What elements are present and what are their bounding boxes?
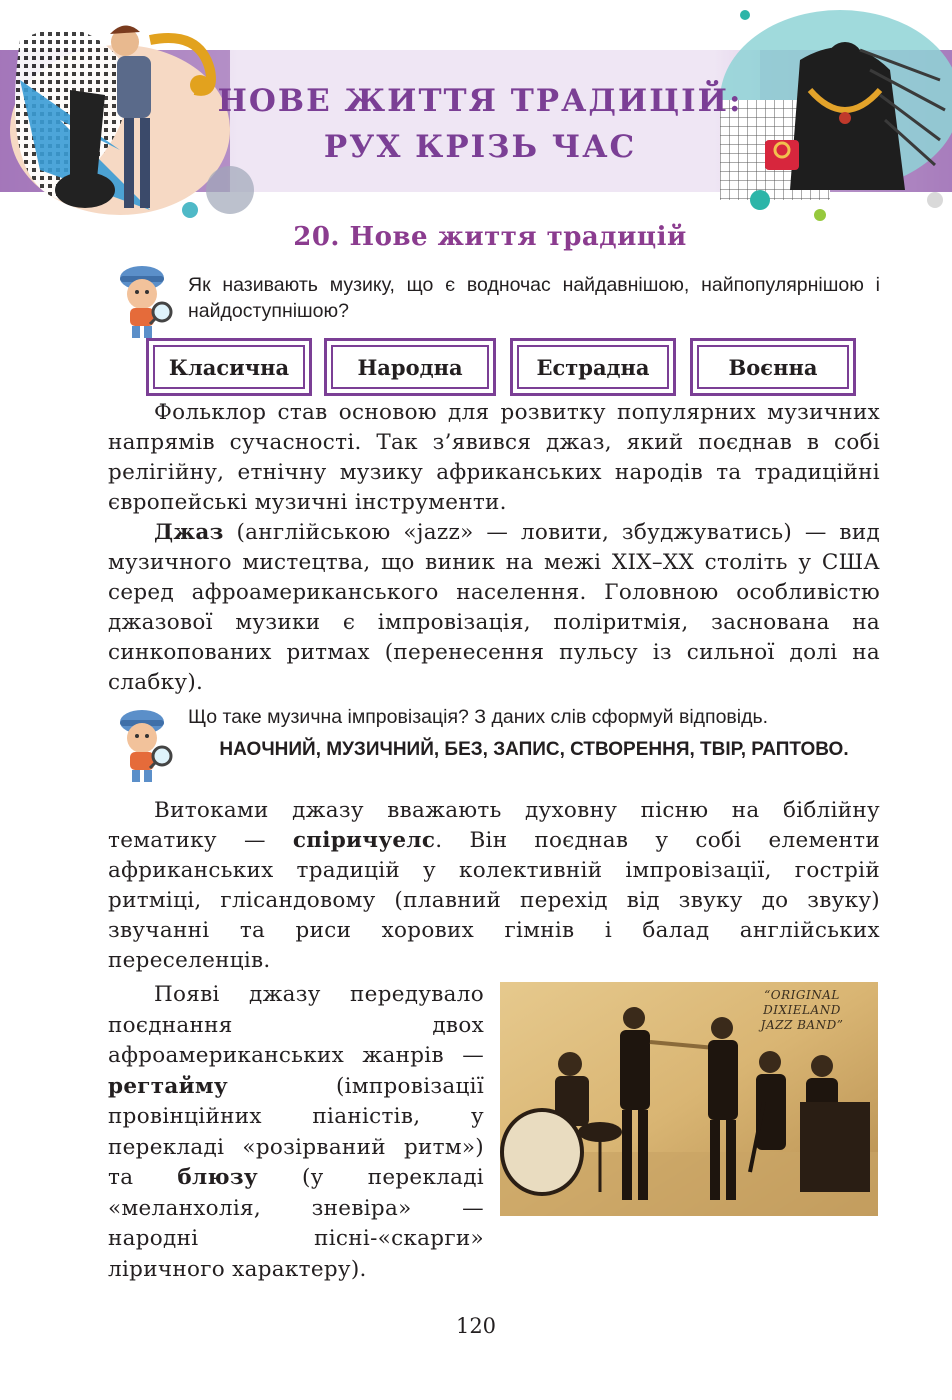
boy-with-magnifier-icon bbox=[112, 262, 176, 340]
jazz-band-photo bbox=[500, 982, 878, 1216]
option-label: Класична bbox=[153, 345, 305, 389]
paragraph-spirituals bbox=[108, 796, 880, 976]
term-ragtime: регтайму bbox=[108, 1073, 228, 1099]
option-label: Народна bbox=[331, 345, 489, 389]
term-spirituals: спіричуелс bbox=[292, 828, 436, 853]
answer-options bbox=[146, 338, 858, 398]
option-military[interactable] bbox=[690, 338, 856, 396]
spirituals-text-after: . Він поєднав у собі елементи африканських традицій у колективній імпровізації, гострій ритміці, глісандовому (плавний перехід від звуку до звуку) звучанні та риси хорових гімнів і балад англійських переселенців. bbox=[108, 828, 880, 973]
paragraph-ragtime-blues bbox=[108, 980, 484, 1285]
photo-caption-line-2: JAZZ BAND” bbox=[760, 1018, 844, 1032]
ragtime-text-3: (у перекладі «меланхолія, зневіра» — народні пісні-«скарги» ліричного характеру). bbox=[108, 1165, 484, 1282]
option-classical[interactable] bbox=[146, 338, 312, 396]
question-music: Як називають музику, що є водночас найдавнішою, найпопулярнішою і найдоступнішою? bbox=[188, 274, 880, 322]
page-number: 120 bbox=[455, 1314, 497, 1338]
spirituals-text-before: Витоками джазу вважають духовну пісню на біблійну тематику — bbox=[108, 798, 880, 853]
term-blues: блюзу bbox=[177, 1165, 258, 1190]
lesson-title: 20. Нове життя традицій bbox=[293, 222, 687, 252]
section-banner-title bbox=[200, 78, 760, 170]
question-improvisation: Що таке музична імпровізація? З даних слів сформуй відповідь. bbox=[188, 706, 769, 728]
term-jazz: Джаз bbox=[154, 520, 224, 545]
paragraph-folklore: Фольклор став основою для розвитку популярних музичних напрямів сучасності. Так з’явився джаз, який поєднав в собі релігійну, етнічну музику африканських народів та традиційні європейські музичні інструменти. bbox=[108, 400, 880, 515]
header-banner bbox=[0, 0, 952, 225]
photo-caption bbox=[732, 988, 872, 1033]
option-label: Воєнна bbox=[697, 345, 849, 389]
boy-with-magnifier-icon bbox=[112, 706, 176, 784]
option-folk[interactable] bbox=[324, 338, 496, 396]
option-label: Естрадна bbox=[517, 345, 669, 389]
option-pop[interactable] bbox=[510, 338, 676, 396]
ragtime-text-1: Появі джазу передувало поєднання двох афроамериканських жанрів — bbox=[108, 982, 484, 1068]
word-list: НАОЧНИЙ, МУЗИЧНИЙ, БЕЗ, ЗАПИС, СТВОРЕННЯ, ТВІР, РАПТОВО. bbox=[219, 739, 849, 760]
ragtime-text-2: (імпровізації провінційних піаністів, у перекладі «розірваний ритм») та bbox=[108, 1073, 484, 1190]
photo-caption-line-1: “ORIGINAL DIXIELAND bbox=[763, 988, 841, 1017]
banner-title-line-1: НОВЕ ЖИТТЯ ТРАДИЦІЙ: bbox=[217, 83, 743, 119]
paragraph-jazz-definition bbox=[108, 518, 880, 698]
banner-title-line-2: РУХ КРІЗЬ ЧАС bbox=[323, 129, 637, 165]
jazz-definition-text: (англійською «jazz» — ловити, збуджуватись) — вид музичного мистецтва, що виник на межі XIX–XX століть у США серед афроамериканського населення. Головною особливістю джазової музики є імпровізація, поліритмія, заснована на синкопованих ритмах (перенесення пульсу із сильної долі на слабку). bbox=[108, 520, 880, 695]
